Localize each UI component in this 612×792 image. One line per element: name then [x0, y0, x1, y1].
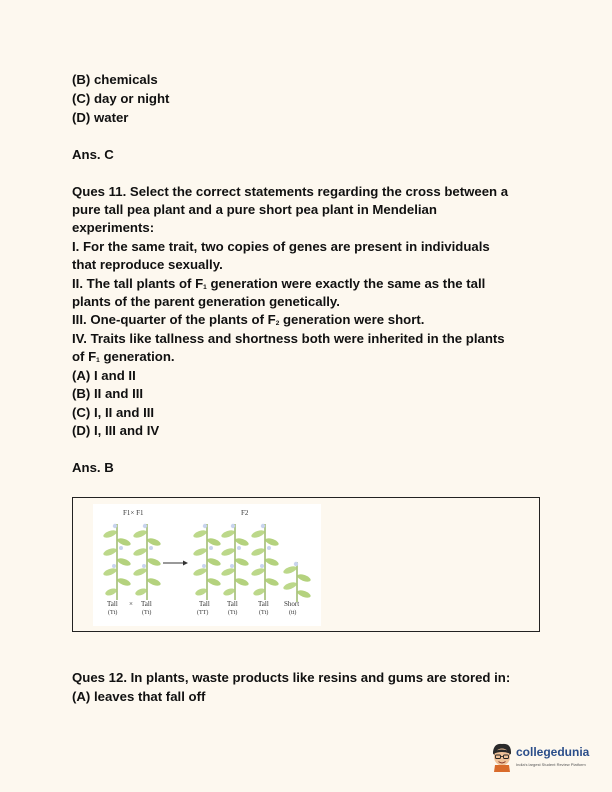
- genotype-2: (Tt): [142, 610, 152, 616]
- q11-line-10: of $F_1$ generation.: [72, 349, 175, 364]
- q10-option-c: (C) day or night: [72, 91, 170, 106]
- plant-label-5: Tall: [258, 600, 269, 608]
- genotype-4: (Tt): [228, 610, 238, 616]
- genotype-3: (TT): [197, 610, 209, 616]
- genotype-5: (Tt): [259, 610, 269, 616]
- q11-option-c: (C) I, II and III: [72, 405, 155, 420]
- q11-line-3: experiments:: [72, 220, 155, 235]
- plant-f2-c: [250, 524, 279, 600]
- q11-line-4: I. For the same trait, two copies of genes are present in individuals: [72, 239, 490, 254]
- plant-label-6: Short: [284, 600, 300, 608]
- f2-label: F2: [241, 509, 249, 517]
- q11-line-7: plants of the parent generation genetically.: [72, 294, 340, 309]
- q11-option-b: (B) II and III: [72, 386, 144, 401]
- mascot-icon: [490, 742, 514, 772]
- plant-label-2: Tall: [141, 600, 152, 608]
- q11-line-9: IV. Traits like tallness and shortness both were inherited in the plants: [72, 331, 505, 346]
- genotype-1: (Tt): [108, 610, 118, 616]
- arrow-icon: [163, 561, 188, 566]
- genotype-6: (tt): [289, 610, 297, 616]
- plant-f1-a: [102, 524, 131, 600]
- q10-option-b: (B) chemicals: [72, 72, 158, 87]
- logo-tagline: India's largest Student Review Platform: [516, 762, 586, 767]
- q11-answer: Ans. B: [72, 460, 114, 475]
- mendel-cross-figure: [93, 504, 321, 626]
- q12-option-a: (A) leaves that fall off: [72, 689, 206, 704]
- plant-f2-b: [220, 524, 249, 600]
- plant-f1-b: [132, 524, 161, 600]
- q11-line-1: Ques 11. Select the correct statements regarding the cross between a: [72, 184, 509, 199]
- q11-line-6: II. The tall plants of $F_1$ generation were exactly the same as the tall: [72, 276, 486, 291]
- plant-label-4: Tall: [227, 600, 238, 608]
- q11-line-8: III. One-quarter of the plants of $F_2$ generation were short.: [72, 312, 425, 327]
- q11-line-2: pure tall pea plant and a pure short pea plant in Mendelian: [72, 202, 437, 217]
- f1-cross-label: F1× F1: [123, 509, 144, 517]
- q11-option-a: (A) I and II: [72, 368, 136, 383]
- q11-option-d: (D) I, III and IV: [72, 423, 160, 438]
- plant-label-1: Tall: [107, 600, 118, 608]
- logo-name: collegedunia: [516, 745, 590, 759]
- collegedunia-logo: [490, 740, 590, 780]
- q10-answer: Ans. C: [72, 147, 114, 162]
- figure-box: [72, 497, 540, 632]
- plant-label-3: Tall: [199, 600, 210, 608]
- q11-line-5: that reproduce sexually.: [72, 257, 223, 272]
- plant-f2-short: [282, 562, 311, 602]
- q12-line-1: Ques 12. In plants, waste products like resins and gums are stored in:: [72, 670, 511, 685]
- plant-f2-a: [192, 524, 221, 600]
- cross-symbol: ×: [129, 600, 133, 608]
- q10-option-d: (D) water: [72, 110, 129, 125]
